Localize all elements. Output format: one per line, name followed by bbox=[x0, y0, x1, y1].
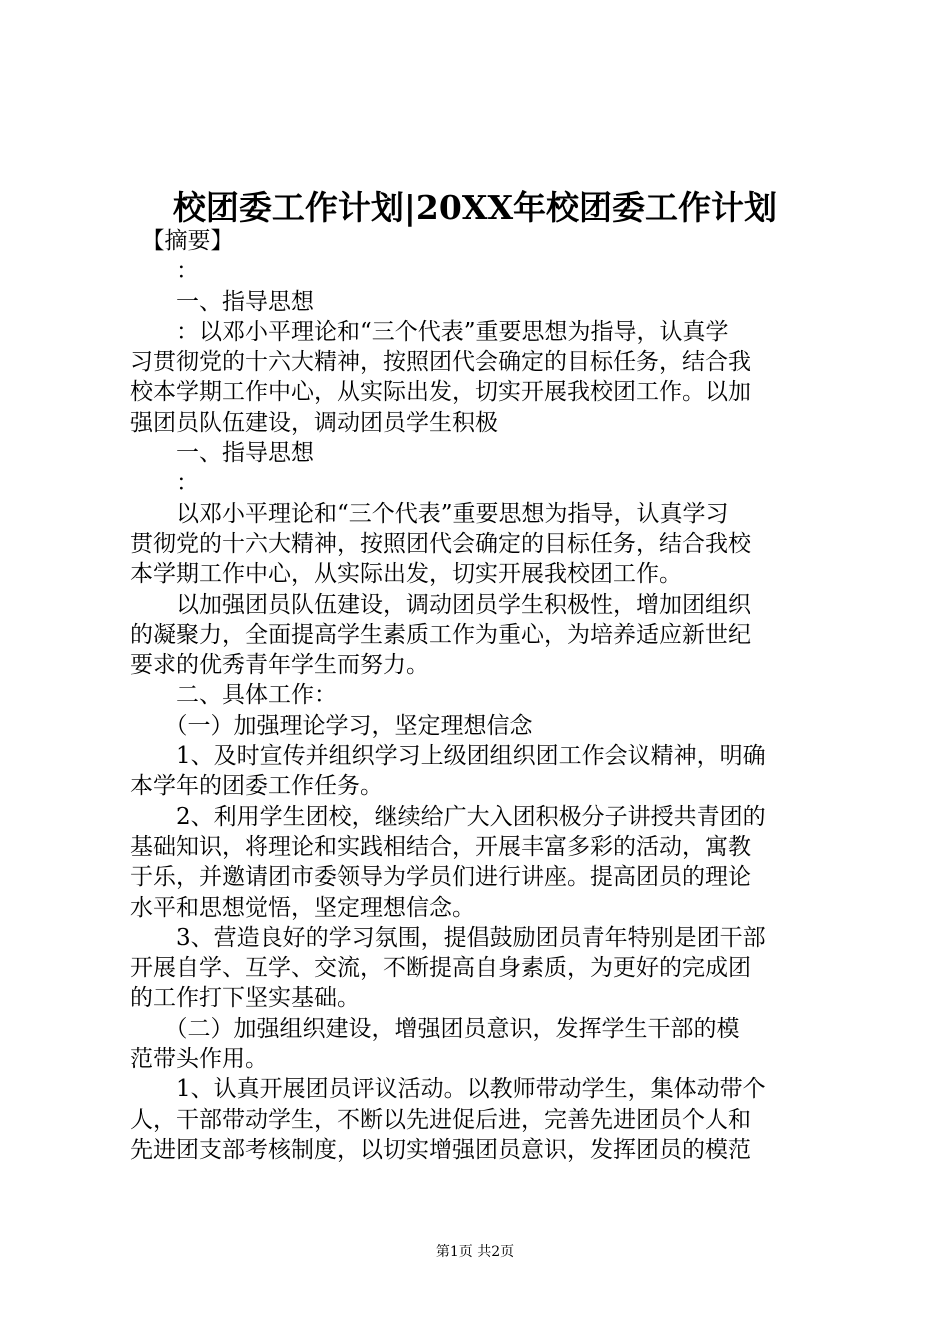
body-line: 以邓小平理论和“三个代表”重要思想为指导，认真学习 bbox=[130, 500, 729, 527]
body-line: （二）加强组织建设，增强团员意识，发挥学生干部的模 bbox=[130, 1015, 740, 1042]
body-line: 1、认真开展团员评议活动。以教师带动学生，集体动带个 bbox=[130, 1076, 766, 1103]
body-line: 的工作打下坚实基础。 bbox=[130, 985, 360, 1012]
body-line: 本学年的团委工作任务。 bbox=[130, 773, 383, 800]
body-line: ：以邓小平理论和“三个代表”重要思想为指导，认真学 bbox=[130, 318, 729, 345]
body-line: 校本学期工作中心，从实际出发，切实开展我校团工作。以加 bbox=[130, 379, 751, 406]
body-line: 贯彻党的十六大精神，按照团代会确定的目标任务，结合我校 bbox=[130, 530, 751, 557]
body-line: 水平和思想觉悟，坚定理想信念。 bbox=[130, 894, 475, 921]
document-body bbox=[130, 226, 830, 1165]
body-line: 【摘要】 bbox=[130, 228, 234, 254]
body-line: 人，干部带动学生，不断以先进促后进，完善先进团员个人和 bbox=[130, 1106, 751, 1133]
body-line: 1、及时宣传并组织学习上级团组织团工作会议精神，明确 bbox=[130, 743, 766, 770]
body-line: 本学期工作中心，从实际出发，切实开展我校团工作。 bbox=[130, 561, 682, 588]
body-line: 二、具体工作： bbox=[130, 682, 337, 709]
body-line: （一）加强理论学习，坚定理想信念 bbox=[130, 712, 533, 739]
body-line: 的凝聚力，全面提高学生素质工作为重心，为培养适应新世纪 bbox=[130, 621, 751, 648]
body-line: 基础知识，将理论和实践相结合，开展丰富多彩的活动，寓教 bbox=[130, 833, 751, 860]
document-title: 校团委工作计划|20XX年校团委工作计划 bbox=[172, 188, 778, 227]
body-line: 一、指导思想 bbox=[130, 440, 314, 467]
body-line: 3、营造良好的学习氛围，提倡鼓励团员青年特别是团干部 bbox=[130, 924, 766, 951]
body-line: 一、指导思想 bbox=[130, 288, 314, 315]
body-line: 范带头作用。 bbox=[130, 1046, 268, 1073]
body-line: 要求的优秀青年学生而努力。 bbox=[130, 652, 429, 679]
body-line: 以加强团员队伍建设，调动团员学生积极性，增加团组织 bbox=[130, 591, 751, 618]
body-line: 强团员队伍建设，调动团员学生积极 bbox=[130, 409, 498, 436]
body-line: 于乐，并邀请团市委领导为学员们进行讲座。提高团员的理论 bbox=[130, 864, 751, 891]
body-line: 2、利用学生团校，继续给广大入团积极分子讲授共青团的 bbox=[130, 803, 766, 830]
body-line: 开展自学、互学、交流，不断提高自身素质，为更好的完成团 bbox=[130, 955, 751, 982]
page-footer: 第1页 共2页 bbox=[435, 1244, 515, 1260]
body-line: 习贯彻党的十六大精神，按照团代会确定的目标任务，结合我 bbox=[130, 349, 751, 376]
body-line: ： bbox=[130, 258, 199, 285]
body-line: ： bbox=[130, 470, 199, 497]
body-line: 先进团支部考核制度，以切实增强团员意识，发挥团员的模范 bbox=[130, 1136, 751, 1163]
